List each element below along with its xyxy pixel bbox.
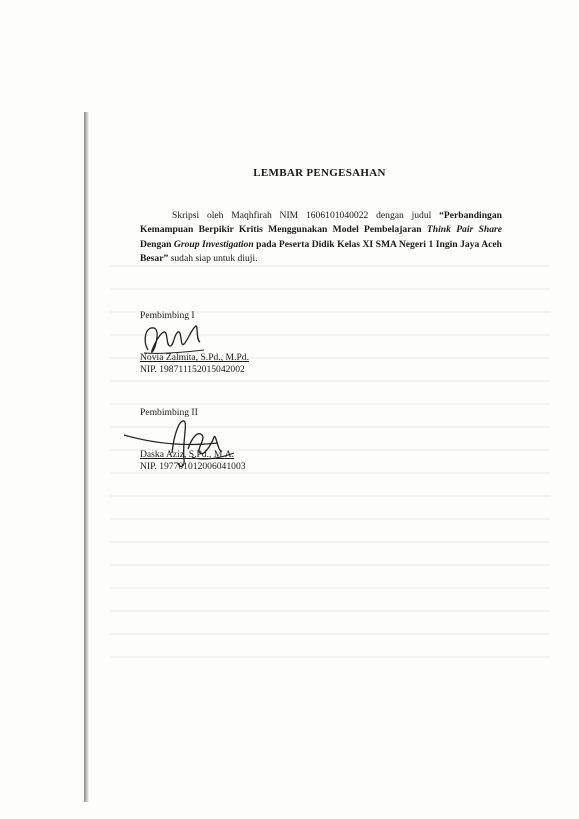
- signature-2: [122, 413, 272, 473]
- supervisor-1-name: Novia Zalmita, S.Pd., M.Pd.: [140, 352, 249, 363]
- supervisor-2-name: Daska Aziz, S.Pd., M.A.: [140, 449, 235, 460]
- supervisor-1-block: [140, 310, 340, 380]
- page-title: LEMBAR PENGESAHAN: [253, 167, 386, 179]
- para-part-3: Think Pair Share: [426, 224, 503, 236]
- supervisor-2-nip: NIP. 197701012006041003: [140, 461, 246, 472]
- supervisor-2-block: [140, 407, 360, 477]
- para-part-5: Group Investigation: [173, 238, 254, 250]
- para-part-7: sudah siap untuk diuji.: [168, 253, 258, 265]
- para-part-2: “Perbandingan Kemampuan Berpikir Kritis Menggunakan Model Pembelajaran: [140, 210, 502, 236]
- para-part-1: Skripsi oleh Maqhfirah NIM 1606101040022 dengan judul: [172, 210, 440, 221]
- scan-shadow-edge: [84, 112, 89, 802]
- signature-1: [138, 320, 208, 356]
- para-part-6: pada Peserta Didik Kelas XI SMA Negeri 1 Ingin Jaya Aceh Besar”: [140, 238, 502, 265]
- approval-paragraph: [140, 209, 502, 267]
- supervisor-2-role: Pembimbing II: [140, 407, 198, 418]
- supervisor-1-nip: NIP. 198711152015042002: [140, 364, 245, 375]
- supervisor-1-role: Pembimbing I: [140, 310, 195, 321]
- para-part-4: Dengan: [140, 238, 174, 250]
